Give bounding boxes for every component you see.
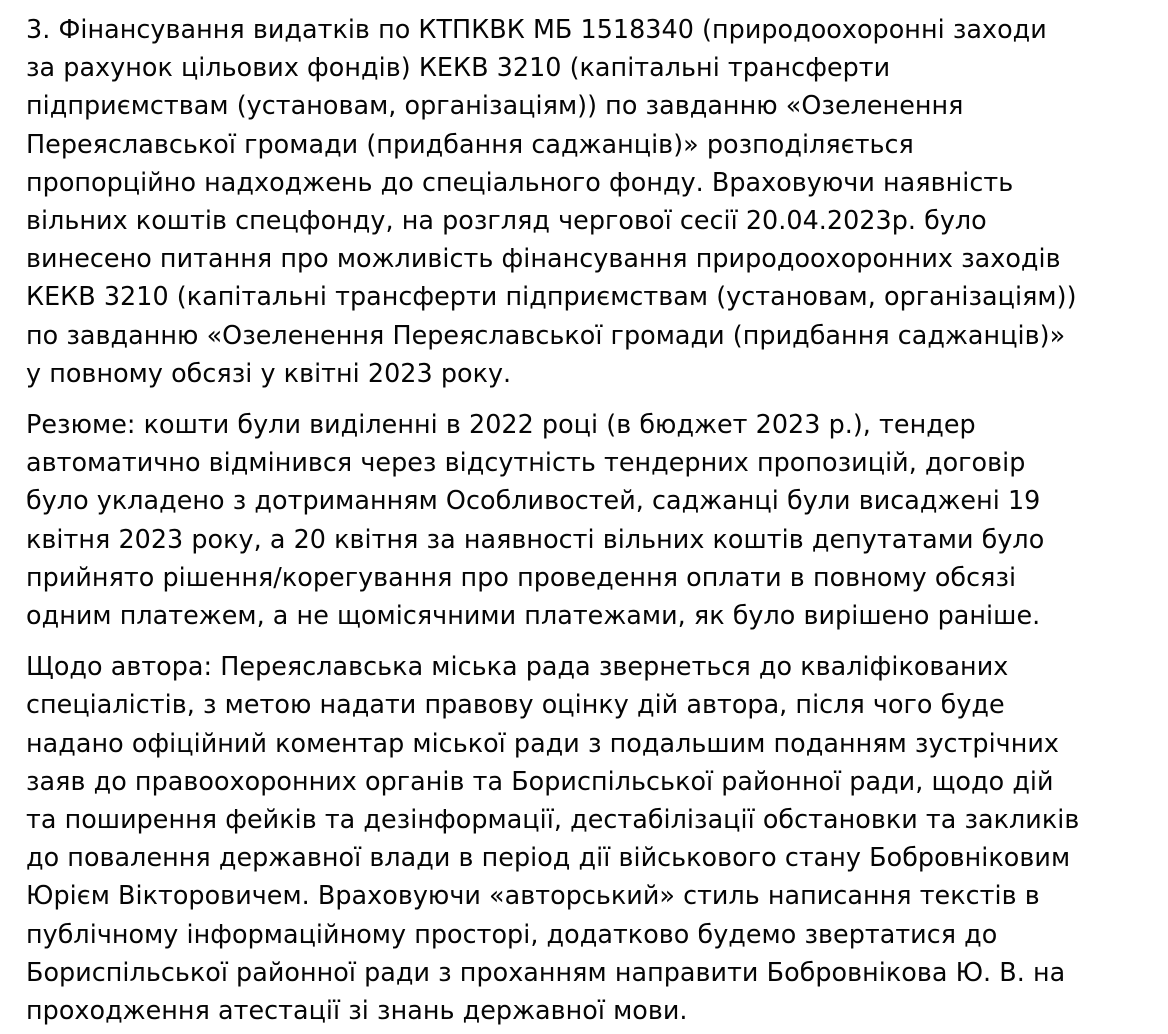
text-line: пропорційно надходжень до спеціального фонду. Враховуючи наявність [26, 166, 1014, 197]
text-line: підприємствам (установам, організаціям)) по завданню «Озеленення [26, 90, 964, 121]
paragraph-summary [26, 405, 1146, 634]
text-line: 3. Фінансування видатків по КТПКВК МБ 1518340 (природоохоронні заходи [26, 14, 1047, 44]
text-line: квітня 2023 року, а 20 квітня за наявності вільних коштів депутатами було [26, 523, 1045, 554]
text-line: КЕКВ 3210 (капітальні трансферти підприємствам (установам, організаціям)) [26, 281, 1077, 312]
text-line: прийнято рішення/корегування про проведення оплати в повному обсязі [26, 561, 1017, 592]
text-line: вільних коштів спецфонду, на розгляд чергової сесії 20.04.2023р. було [26, 205, 987, 236]
text-line: Бориспільської районної ради з проханням направити Бобровнікова Ю. В. на [26, 956, 1066, 987]
text-line: у повному обсязі у квітні 2023 року. [26, 357, 512, 388]
text-line: до повалення державної влади в період дії військового стану Бобровніковим [26, 842, 1071, 873]
text-line: Юрієм Вікторовичем. Враховуючи «авторський» стиль написання текстів в [26, 880, 1040, 911]
paragraph-about-author [26, 647, 1146, 1029]
text-line: одним платежем, а не щомісячними платежами, як було вирішено раніше. [26, 600, 1041, 631]
text-line: за рахунок цільових фондів) КЕКВ 3210 (капітальні трансферти [26, 52, 891, 83]
text-line: та поширення фейків та дезінформації, дестабілізації обстановки та закликів [26, 804, 1080, 835]
text-line: публічному інформаційному просторі, додатково будемо звертатися до [26, 918, 998, 949]
text-line: надано офіційний коментар міської ради з подальшим поданням зустрічних [26, 727, 1060, 758]
post-text-body [26, 10, 1146, 1029]
text-line: автоматично відмінився через відсутність тендерних пропозицій, договір [26, 447, 1026, 478]
text-line: Резюме: кошти були виділенні в 2022 році (в бюджет 2023 р.), тендер [26, 409, 976, 440]
text-line: винесено питання про можливість фінансування природоохоронних заходів [26, 243, 1061, 274]
text-line: спеціалістів, з метою надати правову оцінку дій автора, після чого буде [26, 689, 1005, 720]
text-line: Переяславської громади (придбання саджанців)» розподіляється [26, 128, 914, 159]
text-line: проходження атестації зі знань державної мови. [26, 995, 688, 1026]
paragraph-financing [26, 10, 1146, 392]
text-line: по завданню «Озеленення Переяславської громади (придбання саджанців)» [26, 319, 1066, 350]
text-line: заяв до правоохоронних органів та Бориспільської районної ради, щодо дій [26, 765, 1054, 796]
text-line: Щодо автора: Переяславська міська рада звернеться до кваліфікованих [26, 651, 1009, 682]
text-line: було укладено з дотриманням Особливостей, саджанці були висаджені 19 [26, 485, 1041, 516]
